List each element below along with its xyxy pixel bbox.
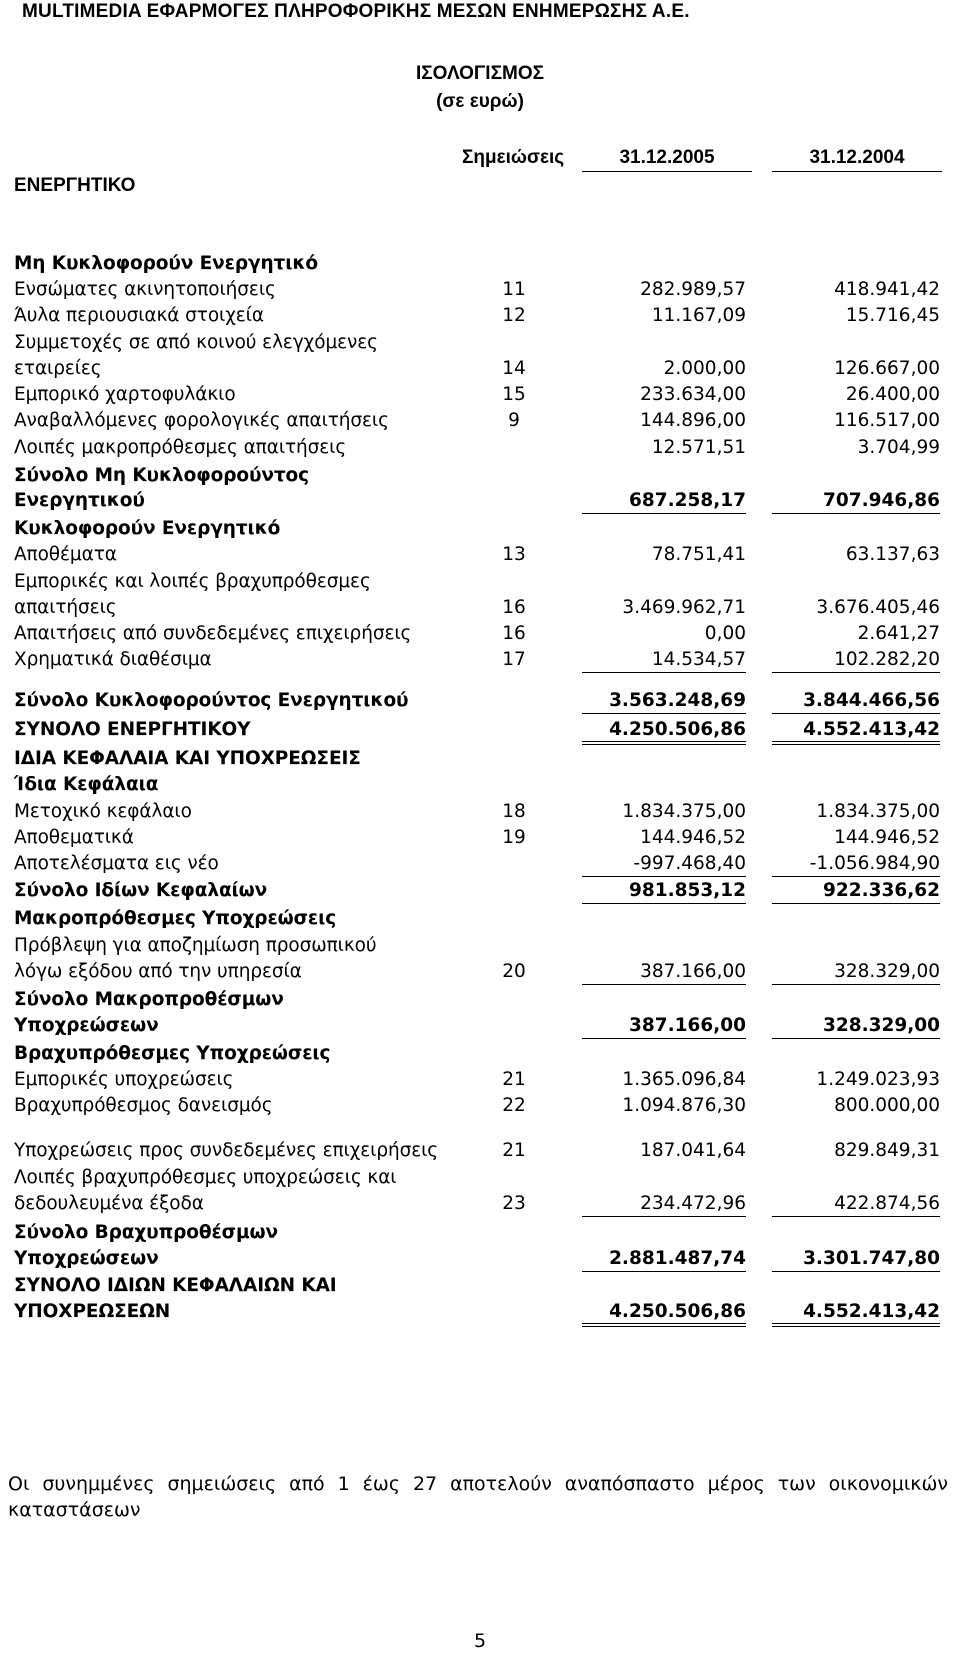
table-row	[0, 853, 960, 877]
row-label: Λοιπές βραχυπρόθεσμες υποχρεώσεις και	[14, 1167, 397, 1188]
table-row	[0, 437, 960, 461]
row-value-2004: 829.849,31	[834, 1140, 940, 1161]
table-row	[0, 1248, 960, 1272]
row-value-2004: 144.946,52	[834, 827, 940, 848]
page-title: ΙΣΟΛΟΓΙΣΜΟΣ	[416, 63, 544, 84]
row-value-2005: 387.166,00	[582, 1017, 746, 1039]
row-label: Λοιπές μακροπρόθεσμες απαιτήσεις	[14, 437, 347, 458]
row-label: Βραχυπρόθεσμες Υποχρεώσεις	[14, 1043, 331, 1064]
row-label: λόγω εξόδου από την υπηρεσία	[14, 961, 302, 982]
row-value-2005: 187.041,64	[640, 1140, 746, 1161]
table-row	[0, 774, 960, 798]
row-label: Χρηματικά διαθέσιμα	[14, 649, 212, 670]
row-label: Ίδια Κεφάλαια	[14, 774, 159, 795]
row-label: εταιρείες	[14, 358, 102, 379]
row-label: Αναβαλλόμενες φορολογικές απαιτήσεις	[14, 410, 389, 431]
row-value-2004: 63.137,63	[845, 544, 940, 565]
table-row	[0, 1193, 960, 1217]
table-row	[0, 358, 960, 382]
table-row	[0, 1015, 960, 1039]
row-label: Μακροπρόθεσμες Υποχρεώσεις	[14, 908, 337, 929]
row-label: Υποχρεώσεις προς συνδεδεμένες επιχειρήσεις	[14, 1140, 439, 1161]
row-label: Υποχρεώσεων	[14, 1015, 159, 1036]
row-note: 14	[502, 358, 526, 379]
table-row	[0, 544, 960, 568]
table-row	[0, 961, 960, 985]
table-row	[0, 1140, 960, 1164]
row-value-2004: 3.704,99	[857, 437, 940, 458]
row-note: 12	[502, 305, 526, 326]
row-value-2004: 26.400,00	[845, 384, 940, 405]
header-col-2005: 31.12.2005	[582, 148, 752, 172]
row-label: Εμπορικό χαρτοφυλάκιο	[14, 384, 236, 405]
table-row	[0, 279, 960, 303]
row-label: Συμμετοχές σε από κοινού ελεγχόμενες	[14, 332, 378, 353]
table-row	[0, 518, 960, 542]
row-value-2004: 707.946,86	[772, 492, 940, 514]
table-row	[0, 1275, 960, 1299]
table-row	[0, 1069, 960, 1093]
row-value-2004: 4.552.413,42	[772, 1303, 940, 1327]
row-note: 21	[502, 1069, 526, 1090]
row-value-2004: 328.329,00	[772, 963, 940, 985]
row-value-2005: 144.946,52	[640, 827, 746, 848]
row-value-2004: 126.667,00	[834, 358, 940, 379]
table-row	[0, 253, 960, 277]
row-value-2004: 800.000,00	[834, 1095, 940, 1116]
row-note: 9	[508, 410, 520, 431]
table-row	[0, 623, 960, 647]
row-value-2005: 12.571,51	[651, 437, 746, 458]
row-label: Βραχυπρόθεσμος δανεισμός	[14, 1095, 273, 1116]
row-value-2005: 387.166,00	[582, 963, 746, 985]
row-value-2004: 4.552.413,42	[772, 721, 940, 745]
row-note: 18	[502, 801, 526, 822]
table-row	[0, 1222, 960, 1246]
row-note: 17	[502, 649, 526, 670]
table-row	[0, 332, 960, 356]
row-note: 16	[502, 623, 526, 644]
row-value-2005: 78.751,41	[651, 544, 746, 565]
section-label-assets: ΕΝΕΡΓΗΤΙΚΟ	[14, 175, 136, 196]
table-row	[0, 989, 960, 1013]
row-value-2005: 144.896,00	[640, 410, 746, 431]
row-value-2004: 422.874,56	[772, 1195, 940, 1217]
row-label: Σύνολο Βραχυπροθέσμων	[14, 1222, 278, 1243]
row-value-2005: 4.250.506,86	[582, 721, 746, 745]
row-label: Ενεργητικού	[14, 490, 145, 511]
row-value-2004: 1.249.023,93	[816, 1069, 940, 1090]
row-value-2005: 1.365.096,84	[622, 1069, 746, 1090]
row-label: ΣΥΝΟΛΟ ΙΔΙΩΝ ΚΕΦΑΛΑΙΩΝ ΚΑΙ	[14, 1275, 337, 1296]
row-note: 23	[502, 1193, 526, 1214]
page-subtitle: (σε ευρώ)	[436, 91, 524, 112]
row-label: Εμπορικές και λοιπές βραχυπρόθεσμες	[14, 571, 371, 592]
row-value-2004: 2.641,27	[857, 623, 940, 644]
row-value-2004: 1.834.375,00	[816, 801, 940, 822]
table-row	[0, 410, 960, 434]
row-value-2004: 3.676.405,46	[816, 597, 940, 618]
header-notes: Σημειώσεις	[462, 147, 565, 168]
row-label: Κυκλοφορούν Ενεργητικό	[14, 518, 281, 539]
table-row	[0, 748, 960, 772]
row-label: Αποθέματα	[14, 544, 117, 565]
table-row	[0, 719, 960, 743]
row-label: Απαιτήσεις από συνδεδεμένες επιχειρήσεις	[14, 623, 412, 644]
row-value-2005: 11.167,09	[651, 305, 746, 326]
row-value-2004: 3.844.466,56	[772, 692, 940, 714]
row-label: Πρόβλεψη για αποζημίωση προσωπικού	[14, 935, 377, 956]
row-label: ΥΠΟΧΡΕΩΣΕΩΝ	[14, 1301, 171, 1322]
row-value-2004: 3.301.747,80	[772, 1250, 940, 1272]
row-label: Σύνολο Μακροπροθέσμων	[14, 989, 284, 1010]
row-value-2005: 687.258,17	[582, 492, 746, 514]
page-number: 5	[473, 1630, 487, 1652]
row-label: ΙΔΙΑ ΚΕΦΑΛΑΙΑ ΚΑΙ ΥΠΟΧΡΕΩΣΕΙΣ	[14, 748, 361, 769]
row-label: Σύνολο Μη Κυκλοφορούντος	[14, 465, 310, 486]
row-value-2004: 418.941,42	[834, 279, 940, 300]
row-label: ΣΥΝΟΛΟ ΕΝΕΡΓΗΤΙΚΟΥ	[14, 719, 251, 740]
row-label: Αποτελέσματα εις νέο	[14, 853, 219, 874]
table-row	[0, 490, 960, 514]
row-value-2005: 981.853,12	[582, 882, 746, 904]
row-label: Υποχρεώσεων	[14, 1248, 159, 1269]
row-value-2005: 282.989,57	[640, 279, 746, 300]
row-note: 15	[502, 384, 526, 405]
row-value-2004: 116.517,00	[834, 410, 940, 431]
row-note: 11	[502, 279, 526, 300]
row-label: Σύνολο Ιδίων Κεφαλαίων	[14, 880, 268, 901]
row-value-2005: 14.534,57	[582, 651, 746, 673]
row-value-2005: 0,00	[704, 623, 746, 644]
row-value-2005: 234.472,96	[582, 1195, 746, 1217]
table-row	[0, 880, 960, 904]
row-value-2004: 102.282,20	[772, 651, 940, 673]
table-row	[0, 649, 960, 673]
table-row	[0, 465, 960, 489]
row-label: απαιτήσεις	[14, 597, 117, 618]
row-value-2005: -997.468,40	[582, 855, 746, 877]
row-label: δεδουλευμένα έξοδα	[14, 1193, 204, 1214]
row-value-2004: 328.329,00	[772, 1017, 940, 1039]
table-row	[0, 571, 960, 595]
table-row	[0, 1095, 960, 1119]
table-row	[0, 827, 960, 851]
row-label: Ενσώματες ακινητοποιήσεις	[14, 279, 276, 300]
row-value-2005: 3.563.248,69	[582, 692, 746, 714]
table-row	[0, 384, 960, 408]
row-value-2005: 1.834.375,00	[622, 801, 746, 822]
company-name: MULTIMEDIA ΕΦΑΡΜΟΓΕΣ ΠΛΗΡΟΦΟΡΙΚΗΣ ΜΕΣΩΝ ΕΝΗΜΕΡΩΣΗΣ Α.Ε.	[22, 1, 690, 22]
row-note: 20	[502, 961, 526, 982]
row-note: 16	[502, 597, 526, 618]
row-note: 13	[502, 544, 526, 565]
table-row	[0, 690, 960, 714]
row-value-2005: 3.469.962,71	[622, 597, 746, 618]
row-note: 21	[502, 1140, 526, 1161]
row-value-2005: 233.634,00	[640, 384, 746, 405]
table-row	[0, 908, 960, 932]
table-row	[0, 1301, 960, 1325]
row-value-2004: 922.336,62	[772, 882, 940, 904]
row-label: Αποθεματικά	[14, 827, 134, 848]
row-note: 22	[502, 1095, 526, 1116]
table-row	[0, 935, 960, 959]
table-row	[0, 597, 960, 621]
row-note: 19	[502, 827, 526, 848]
header-col-2004: 31.12.2004	[772, 148, 942, 172]
table-row	[0, 1167, 960, 1191]
row-label: Εμπορικές υποχρεώσεις	[14, 1069, 234, 1090]
table-row	[0, 801, 960, 825]
table-row	[0, 1043, 960, 1067]
table-row	[0, 305, 960, 329]
row-value-2005: 2.000,00	[663, 358, 746, 379]
row-label: Μη Κυκλοφορούν Ενεργητικό	[14, 253, 318, 274]
row-label: Μετοχικό κεφάλαιο	[14, 801, 192, 822]
row-label: Άυλα περιουσιακά στοιχεία	[14, 305, 264, 326]
row-value-2004: 15.716,45	[845, 305, 940, 326]
row-value-2005: 2.881.487,74	[582, 1250, 746, 1272]
row-value-2004: -1.056.984,90	[772, 855, 940, 877]
row-label: Σύνολο Κυκλοφορούντος Ενεργητικού	[14, 690, 409, 711]
row-value-2005: 4.250.506,86	[582, 1303, 746, 1327]
row-value-2005: 1.094.876,30	[622, 1095, 746, 1116]
footnote: Οι συνημμένες σημειώσεις από 1 έως 27 αποτελούν αναπόσπαστο μέρος των οικονομικών καταστάσεων	[8, 1473, 948, 1521]
